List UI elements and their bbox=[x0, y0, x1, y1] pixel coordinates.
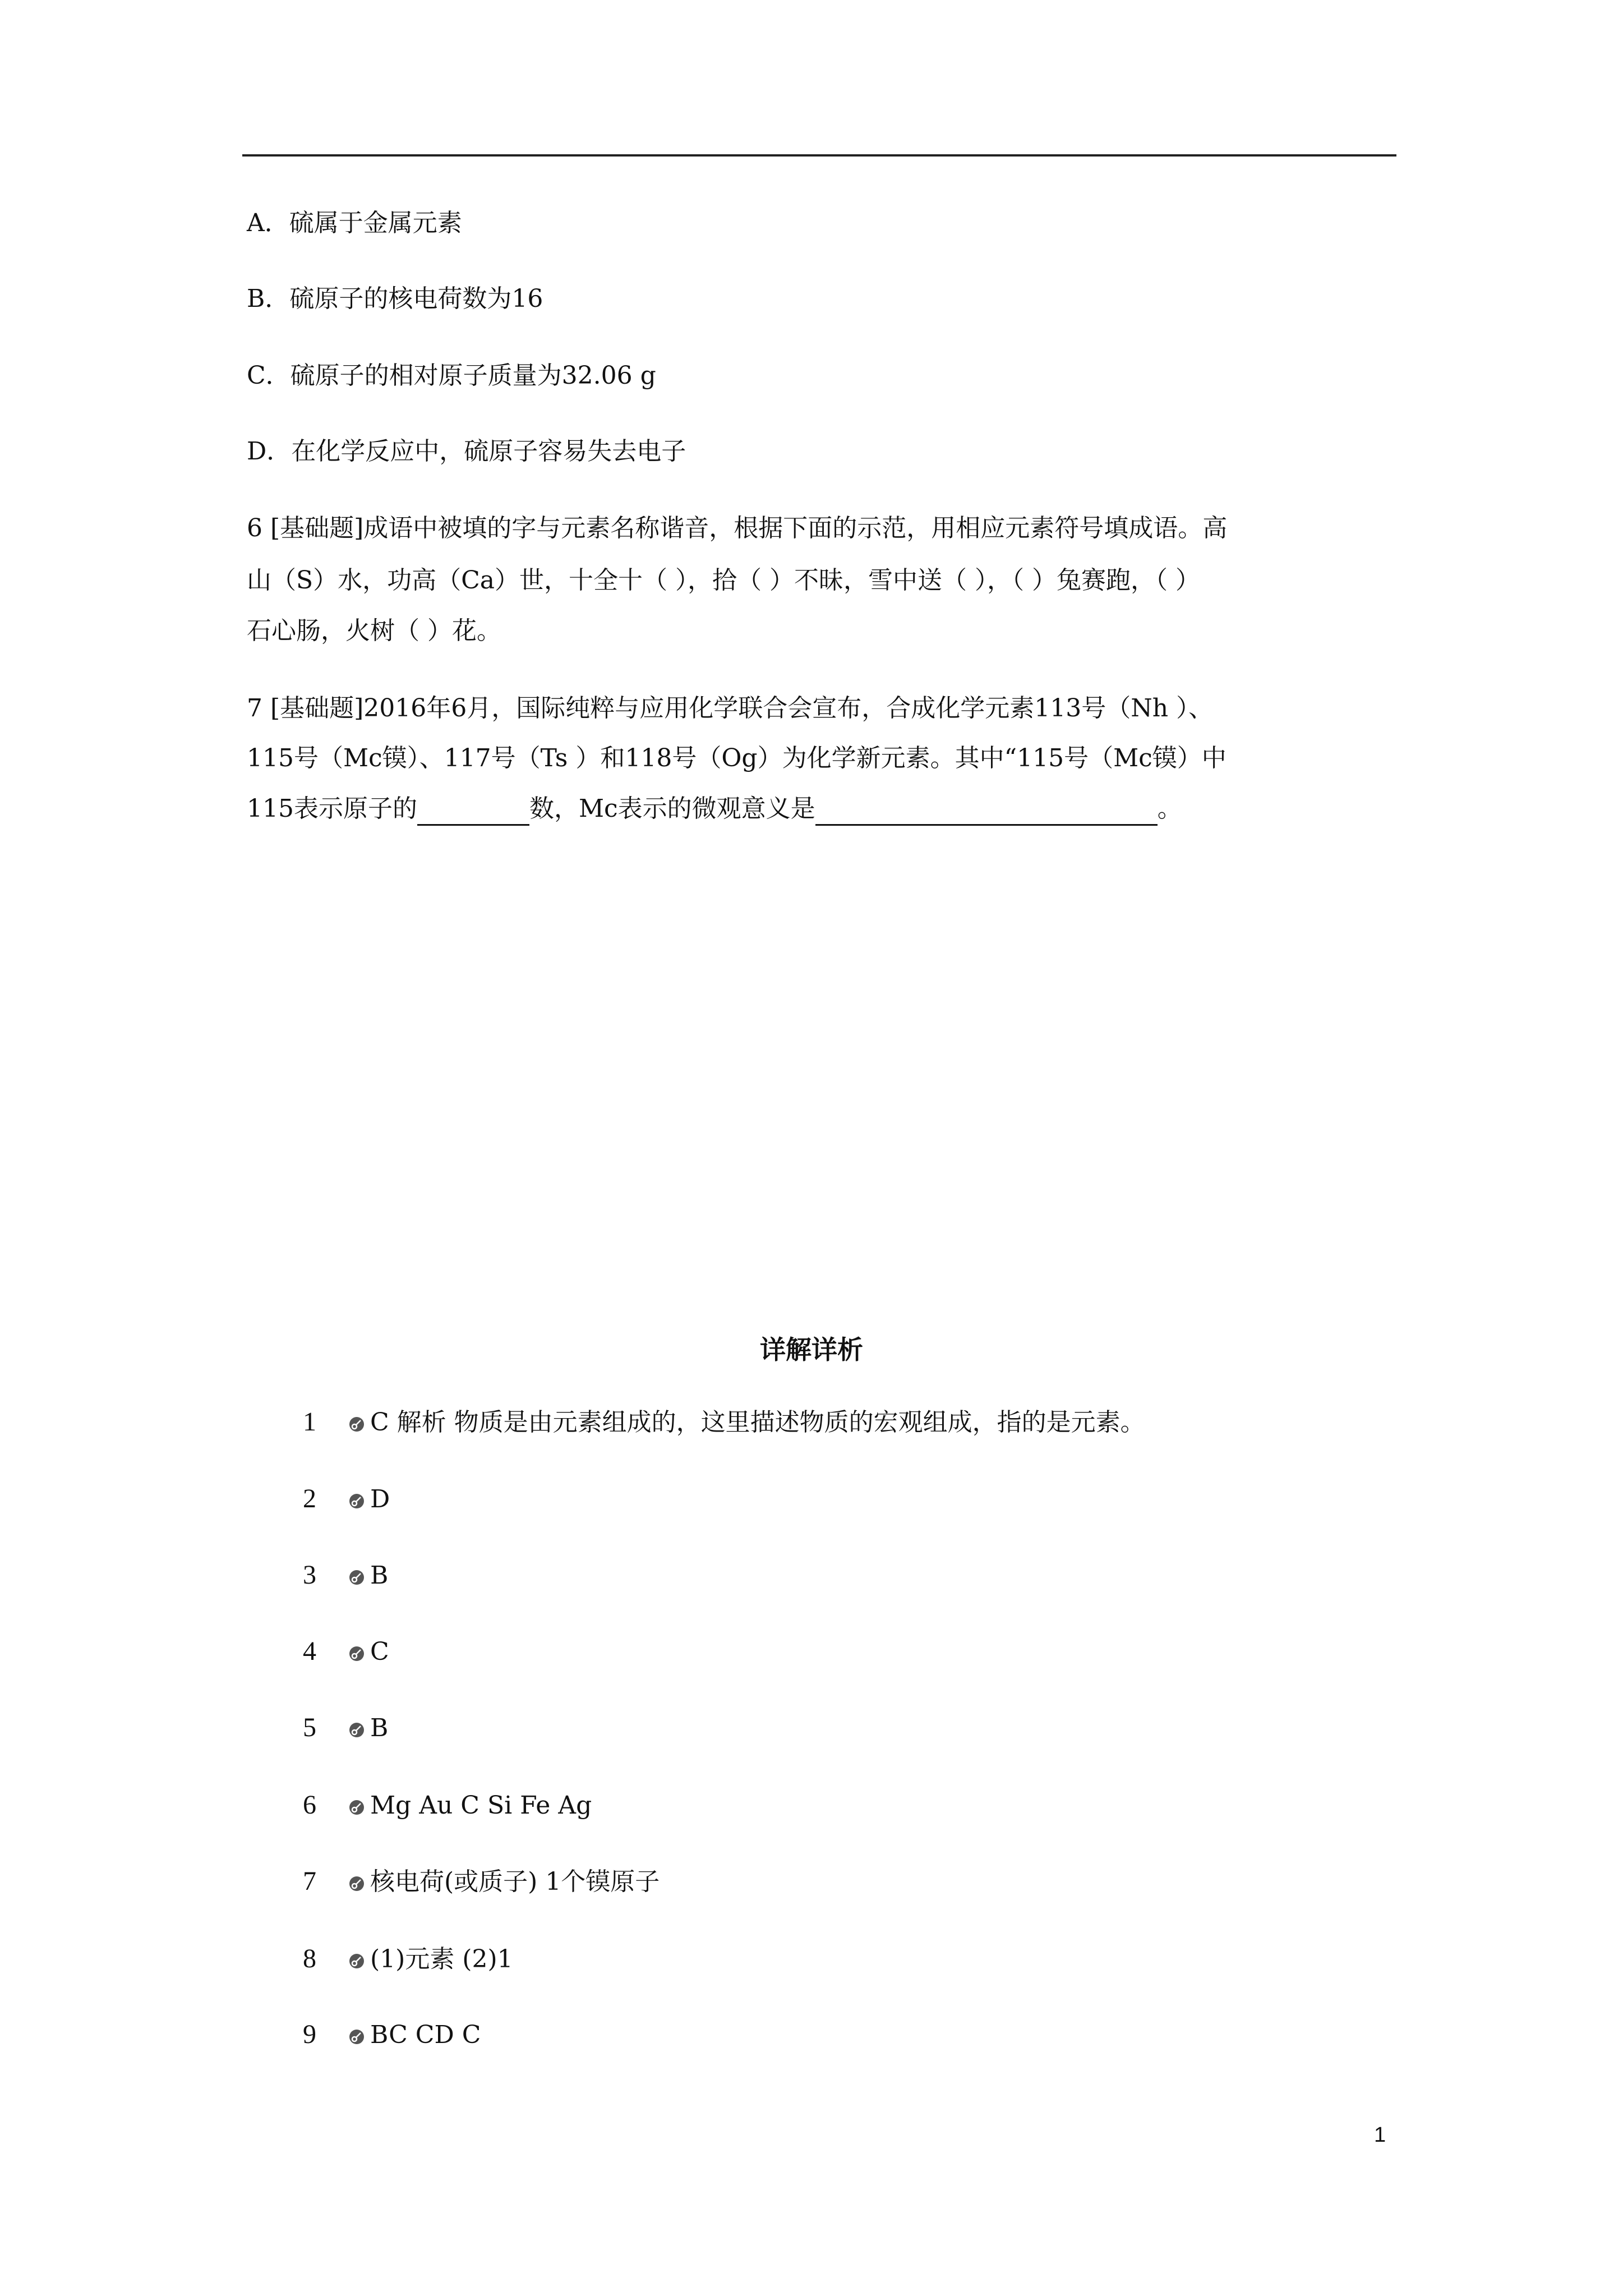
option-b: B．硫原子的核电荷数为16 bbox=[247, 284, 543, 313]
answer-item-9 bbox=[303, 2018, 481, 2052]
key-icon bbox=[349, 1722, 365, 1738]
question-7-text-a: 115表示原子的 bbox=[247, 794, 417, 823]
answer-text: (1)元素 (2)1 bbox=[370, 1945, 513, 1973]
answer-text: 核电荷(或质子) 1个镆原子 bbox=[370, 1867, 660, 1896]
answer-text: C bbox=[370, 1637, 389, 1666]
option-c: C．硫原子的相对原子质量为32.06 g bbox=[247, 361, 656, 390]
key-icon bbox=[349, 1953, 365, 1969]
question-6-line-2: 山（S）水，功高（Ca）世，十全十（ ），拾（ ）不昧，雪中送（ ），（ ）兔赛跑，（ ） bbox=[247, 566, 1200, 595]
answer-number: 3 bbox=[303, 1560, 316, 1590]
answer-text: Mg Au C Si Fe Ag bbox=[370, 1791, 592, 1820]
answer-item-5 bbox=[303, 1711, 388, 1745]
question-7-line-1: 7 [基础题]2016年6月，国际纯粹与应用化学联合会宣布，合成化学元素113号（Nh ）、 bbox=[247, 694, 1214, 723]
answer-text: C 解析 物质是由元素组成的，这里描述物质的宏观组成，指的是元素。 bbox=[370, 1408, 1145, 1437]
answer-text: B bbox=[370, 1714, 389, 1742]
page-number: 1 bbox=[1374, 2123, 1386, 2147]
answer-item-2 bbox=[303, 1482, 390, 1516]
answer-number: 7 bbox=[303, 1866, 316, 1896]
answer-number: 4 bbox=[303, 1636, 316, 1666]
answer-number: 2 bbox=[303, 1484, 316, 1513]
answer-blank-1[interactable] bbox=[417, 795, 529, 826]
answer-item-3 bbox=[303, 1558, 388, 1593]
key-icon bbox=[349, 1570, 365, 1585]
key-icon bbox=[349, 1800, 365, 1815]
answer-item-6 bbox=[303, 1788, 592, 1823]
answer-text: D bbox=[370, 1485, 390, 1513]
answer-number: 8 bbox=[303, 1944, 316, 1973]
answer-text: B bbox=[370, 1561, 389, 1590]
answer-item-7 bbox=[303, 1865, 660, 1899]
key-icon bbox=[349, 1646, 365, 1662]
option-d: D．在化学反应中，硫原子容易失去电子 bbox=[247, 437, 686, 466]
question-6-line-1: 6 [基础题]成语中被填的字与元素名称谐音，根据下面的示范，用相应元素符号填成语。高 bbox=[247, 514, 1228, 542]
answer-item-1 bbox=[303, 1405, 1145, 1439]
question-7-line-2: 115号（Mc镆）、117号（Ts ）和118号（Og）为化学新元素。其中“115号（Mc镆）中 bbox=[247, 744, 1227, 772]
option-a: A．硫属于金属元素 bbox=[247, 209, 462, 237]
answer-number: 1 bbox=[303, 1407, 316, 1437]
header-rule bbox=[242, 154, 1396, 157]
key-icon bbox=[349, 2029, 365, 2045]
answer-item-4 bbox=[303, 1635, 389, 1669]
answer-item-8 bbox=[303, 1942, 513, 1976]
question-7-line-3 bbox=[247, 792, 1182, 826]
answer-number: 6 bbox=[303, 1790, 316, 1820]
question-7-text-b: 数，Mc表示的微观意义是 bbox=[529, 794, 815, 823]
key-icon bbox=[349, 1416, 365, 1432]
answer-number: 5 bbox=[303, 1713, 316, 1742]
key-icon bbox=[349, 1876, 365, 1892]
key-icon bbox=[349, 1493, 365, 1509]
answers-heading: 详解详析 bbox=[760, 1335, 863, 1365]
answer-number: 9 bbox=[303, 2019, 316, 2049]
question-6-line-3: 石心肠，火树（ ）花。 bbox=[247, 616, 501, 645]
answer-text: BC CD C bbox=[370, 2021, 481, 2049]
answer-blank-2[interactable] bbox=[815, 795, 1158, 826]
question-7-text-c: 。 bbox=[1157, 794, 1182, 823]
